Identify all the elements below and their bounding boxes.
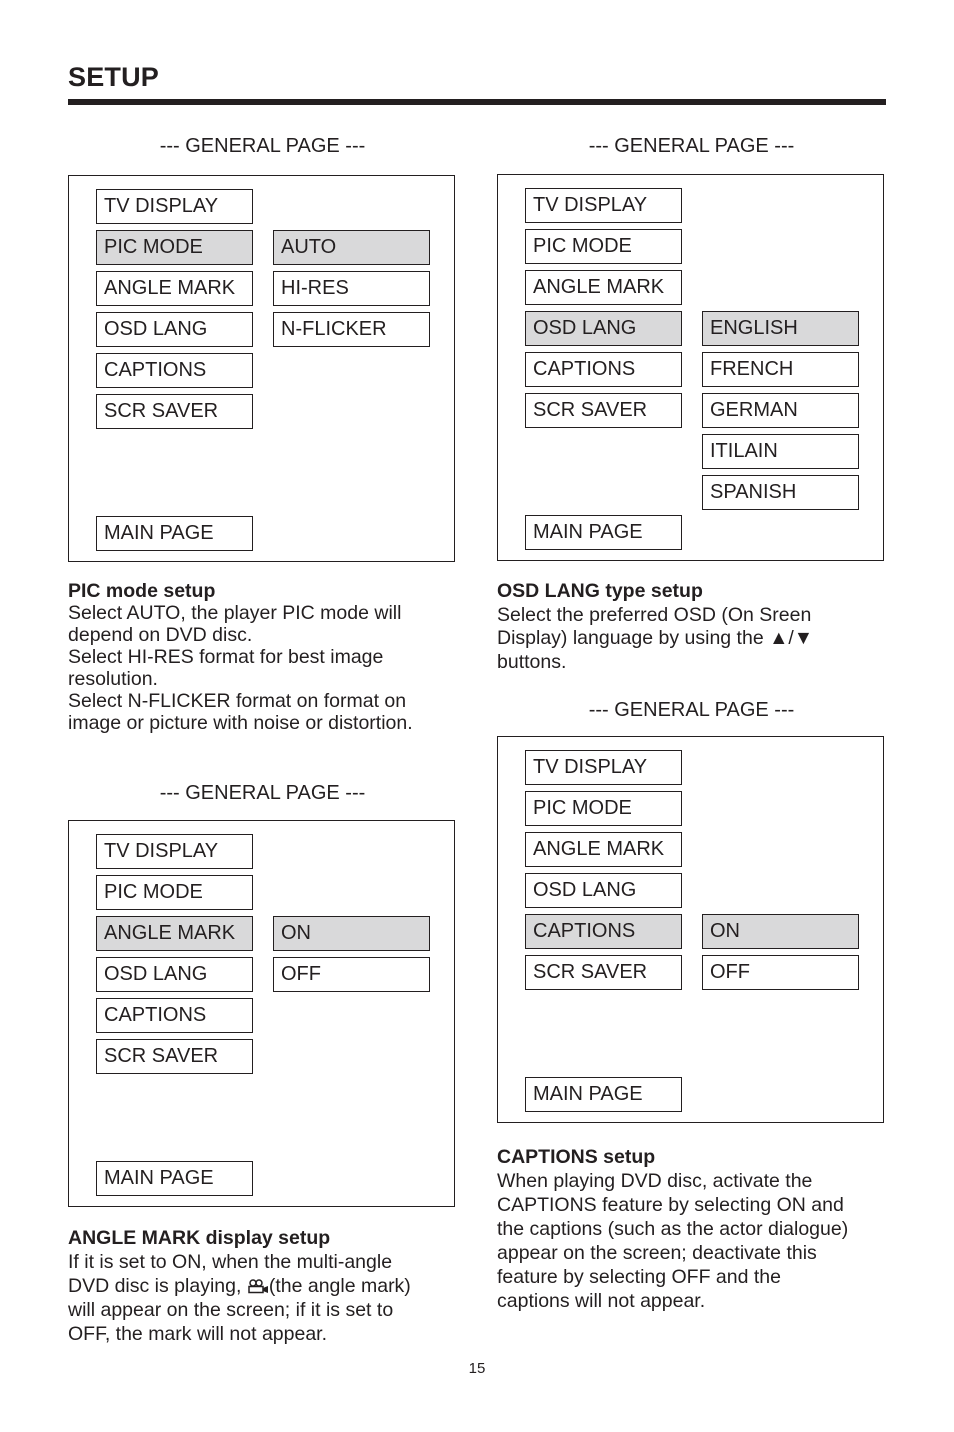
- panel-heading-captions: --- GENERAL PAGE ---: [588, 699, 795, 721]
- captions-desc-line: When playing DVD disc, activate the: [497, 1170, 813, 1192]
- option-english[interactable]: ENGLISH: [702, 311, 859, 346]
- menu-item-captions[interactable]: CAPTIONS: [525, 914, 682, 949]
- menu-item-scr-saver[interactable]: SCR SAVER: [525, 955, 682, 990]
- menu-item-osd-lang[interactable]: OSD LANG: [96, 957, 253, 992]
- menu-item-osd-lang[interactable]: OSD LANG: [96, 312, 253, 347]
- pic-mode-desc-line: image or picture with noise or distortion.: [68, 712, 413, 734]
- angle-mark-desc-line-post: (the angle mark): [268, 1275, 411, 1297]
- captions-description: [497, 1145, 889, 1313]
- option-italian[interactable]: ITILAIN: [702, 434, 859, 469]
- option-n-flicker[interactable]: N-FLICKER: [273, 312, 430, 347]
- angle-mark-desc-title: ANGLE MARK display setup: [68, 1227, 331, 1249]
- pic-mode-desc-line: Select AUTO, the player PIC mode will: [68, 602, 402, 624]
- option-on[interactable]: ON: [702, 914, 859, 949]
- option-hi-res[interactable]: HI-RES: [273, 271, 430, 306]
- panel-heading-angle-mark: --- GENERAL PAGE ---: [159, 782, 366, 804]
- menu-item-tv-display[interactable]: TV DISPLAY: [525, 750, 682, 785]
- pic-mode-desc-line: resolution.: [68, 668, 158, 690]
- osd-lang-desc-line: Select the preferred OSD (On Sreen: [497, 603, 812, 626]
- menu-item-captions[interactable]: CAPTIONS: [525, 352, 682, 387]
- menu-item-angle-mark[interactable]: ANGLE MARK: [96, 271, 253, 306]
- option-german[interactable]: GERMAN: [702, 393, 859, 428]
- page-number: 15: [468, 1360, 486, 1377]
- captions-desc-line: captions will not appear.: [497, 1290, 706, 1312]
- menu-item-tv-display[interactable]: TV DISPLAY: [96, 834, 253, 869]
- panel-heading-pic-mode: --- GENERAL PAGE ---: [159, 135, 366, 157]
- pic-mode-description: [68, 580, 460, 734]
- menu-item-captions[interactable]: CAPTIONS: [96, 353, 253, 388]
- option-auto[interactable]: AUTO: [273, 230, 430, 265]
- captions-desc-line: appear on the screen; deactivate this: [497, 1242, 817, 1264]
- menu-item-angle-mark[interactable]: ANGLE MARK: [525, 270, 682, 305]
- menu-item-scr-saver[interactable]: SCR SAVER: [525, 393, 682, 428]
- osd-lang-desc-line: Display) language by using the ▲/▼: [497, 627, 814, 649]
- menu-item-main-page[interactable]: MAIN PAGE: [96, 516, 253, 551]
- page-title: SETUP: [68, 62, 160, 92]
- menu-item-pic-mode[interactable]: PIC MODE: [96, 230, 253, 265]
- captions-desc-line: the captions (such as the actor dialogue): [497, 1218, 849, 1240]
- option-off[interactable]: OFF: [702, 955, 859, 990]
- title-rule: [68, 99, 886, 105]
- osd-lang-description: [497, 580, 889, 674]
- pic-mode-desc-line: depend on DVD disc.: [68, 624, 253, 646]
- menu-item-captions[interactable]: CAPTIONS: [96, 998, 253, 1033]
- angle-mark-desc-line: [68, 1274, 460, 1298]
- angle-mark-desc-line: will appear on the screen; if it is set to: [68, 1299, 394, 1321]
- option-on[interactable]: ON: [273, 916, 430, 951]
- pic-mode-menu-panel: [68, 175, 455, 562]
- menu-item-tv-display[interactable]: TV DISPLAY: [525, 188, 682, 223]
- menu-item-pic-mode[interactable]: PIC MODE: [525, 791, 682, 826]
- captions-desc-line: feature by selecting OFF and the: [497, 1266, 781, 1288]
- angle-mark-desc-line-pre: DVD disc is playing,: [68, 1275, 242, 1297]
- menu-item-osd-lang[interactable]: OSD LANG: [525, 311, 682, 346]
- menu-item-pic-mode[interactable]: PIC MODE: [525, 229, 682, 264]
- panel-heading-osd-lang: --- GENERAL PAGE ---: [588, 135, 795, 157]
- menu-item-pic-mode[interactable]: PIC MODE: [96, 875, 253, 910]
- menu-item-scr-saver[interactable]: SCR SAVER: [96, 1039, 253, 1074]
- menu-item-scr-saver[interactable]: SCR SAVER: [96, 394, 253, 429]
- pic-mode-desc-line: Select N-FLICKER format on format on: [68, 690, 407, 712]
- angle-mark-menu-panel: [68, 820, 455, 1207]
- pic-mode-desc-title: PIC mode setup: [68, 580, 216, 602]
- pic-mode-desc-line: Select HI-RES format for best image: [68, 646, 384, 668]
- menu-item-angle-mark[interactable]: ANGLE MARK: [96, 916, 253, 951]
- menu-item-main-page[interactable]: MAIN PAGE: [96, 1161, 253, 1196]
- option-off[interactable]: OFF: [273, 957, 430, 992]
- angle-mark-desc-line: If it is set to ON, when the multi-angle: [68, 1251, 393, 1273]
- captions-desc-line: CAPTIONS feature by selecting ON and: [497, 1194, 844, 1216]
- angle-mark-icon: [247, 1278, 269, 1294]
- option-french[interactable]: FRENCH: [702, 352, 859, 387]
- osd-lang-menu-panel: [497, 174, 884, 561]
- menu-item-main-page[interactable]: MAIN PAGE: [525, 1077, 682, 1112]
- captions-menu-panel: [497, 736, 884, 1123]
- menu-item-osd-lang[interactable]: OSD LANG: [525, 873, 682, 908]
- menu-item-tv-display[interactable]: TV DISPLAY: [96, 189, 253, 224]
- option-spanish[interactable]: SPANISH: [702, 475, 859, 510]
- osd-lang-desc-line: buttons.: [497, 650, 567, 673]
- osd-lang-desc-title: OSD LANG type setup: [497, 580, 703, 602]
- menu-item-main-page[interactable]: MAIN PAGE: [525, 515, 682, 550]
- menu-item-angle-mark[interactable]: ANGLE MARK: [525, 832, 682, 867]
- angle-mark-desc-line: OFF, the mark will not appear.: [68, 1323, 328, 1345]
- angle-mark-description: [68, 1226, 460, 1346]
- captions-desc-title: CAPTIONS setup: [497, 1146, 656, 1168]
